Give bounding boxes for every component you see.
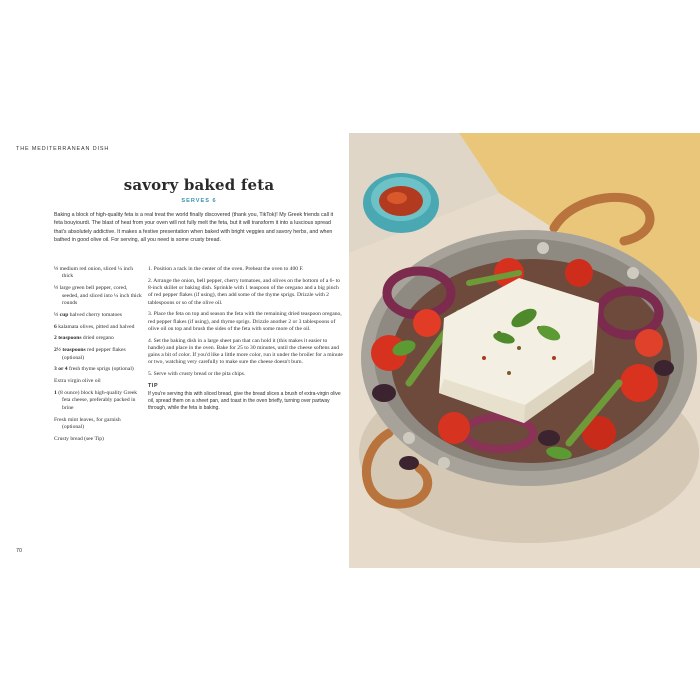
recipe-intro <box>54 211 342 245</box>
ingredient-item <box>54 436 142 443</box>
ingredient-text: Crusty bread (see Tip) <box>54 435 104 442</box>
intro-text: Baking a block of high-quality feta is a real treat the world finally discovered (thank you, TikTok)! My Greek friends call it feta bouyiourdi. The blast of heat from your oven will not fully melt the feta, but it will transform it into a luscious spread that's absolutely addictive. It makes a festive presentation when baked with bright veggies and savory herbs, and when bathed in good olive oil. For serving, all you need is some crusty bread. <box>54 212 334 244</box>
step-5: 5. Serve with crusty bread or the pita chips. <box>148 371 246 378</box>
serves-label: SERVES 6 <box>181 198 217 204</box>
ingredient-qty: 1 <box>54 390 57 396</box>
ingredient-qty: ½ <box>54 285 59 292</box>
ingredient-item <box>54 378 142 385</box>
ingredient-item <box>54 285 142 307</box>
step-4: 4. Set the baking dish in a large sheet pan that can hold it (this makes it easier to handle) and place in the oven. Bake for 25 to 30 minutes, until the cheese softens and gains a bit of color. If you'd like a little more color, run it under the broiler for a minute or two, watching very carefully to make sure the cheese doesn't burn. <box>148 337 343 366</box>
tip-heading: TIP <box>148 382 159 389</box>
method-steps <box>148 266 344 412</box>
ingredient-item <box>54 417 142 432</box>
ingredient-item <box>54 312 142 319</box>
ingredient-text: dried oregano <box>81 335 114 342</box>
ingredient-qty: 6 <box>54 323 57 330</box>
ingredient-qty: ½ <box>54 266 59 272</box>
page-number: 70 <box>16 548 22 554</box>
ingredient-text: (8 ounce) block high-quality Greek feta cheese, preferably packed in brine <box>56 390 138 411</box>
ingredient-qty: 3 or 4 <box>54 366 68 373</box>
ingredient-text: fresh thyme sprigs (optional) <box>67 366 134 373</box>
step-3: 3. Place the feta on top and season the feta with the remaining dried teaspoon oregano, red pepper flakes (if using), and thyme sprigs. Drizzle another 2 or 3 tablespoons of olive oil on top and brush the sides of the feta with some more of the oil. <box>148 311 342 332</box>
tip-text: If you're serving this with sliced bread, give the bread slices a brush of extra-virgin olive oil, spread them on a sheet pan, and toast in the oven briefly, turning over partway through, while the feta is baking. <box>148 391 341 412</box>
ingredient-text: Fresh mint leaves, for garnish (optional) <box>54 416 121 431</box>
ingredient-item <box>54 335 142 342</box>
recipe-title: savory baked feta <box>123 176 275 194</box>
ingredient-text: kalamata olives, pitted and halved <box>56 323 135 330</box>
ingredient-text: Extra virgin olive oil <box>54 378 101 385</box>
ingredient-qty: ½ cup <box>54 311 69 318</box>
ingredient-text: medium red onion, sliced ¼ inch thick <box>58 266 134 280</box>
ingredient-item <box>54 390 142 412</box>
ingredient-item <box>54 366 142 373</box>
ingredient-text: red pepper flakes (optional) <box>62 347 126 361</box>
running-header: THE MEDITERRANEAN DISH <box>16 146 110 152</box>
step-2: 2. Arrange the onion, bell pepper, cherry tomatoes, and olives on the bottom of a 6- to 8-inch skillet or baking dish. Sprinkle with 1 teaspoon of the oregano and a big pinch of red pepper flakes (if using), then add some of the thyme sprigs. Drizzle with 2 tablespoons or so of the olive oil. <box>148 277 341 306</box>
step-1: 1. Position a rack in the center of the oven. Preheat the oven to 400 F. <box>148 266 304 272</box>
spice-bowl <box>363 173 439 233</box>
ingredient-text: halved cherry tomatoes <box>68 311 122 318</box>
baked-feta-photo <box>349 133 700 568</box>
ingredient-qty: 2½ teaspoons <box>54 347 86 354</box>
ingredient-item <box>54 347 142 362</box>
ingredient-item <box>54 324 142 331</box>
ingredient-item <box>54 266 142 281</box>
ingredient-qty: 2 teaspoons <box>54 335 82 342</box>
ingredient-text: large green bell pepper, cored, seeded, and sliced into ¼ inch thick rounds <box>58 285 142 307</box>
ingredient-list <box>54 266 142 448</box>
